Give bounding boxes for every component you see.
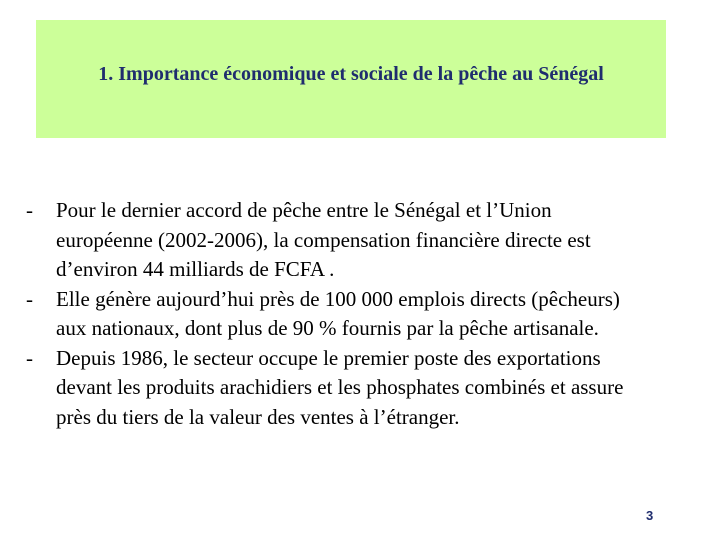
bullet-text [56, 196, 706, 285]
bullet-text [56, 344, 706, 433]
bullet-line: européenne (2002-2006), la compensation financière directe est [56, 227, 591, 252]
bullet-marker: - [26, 286, 33, 311]
bullet-marker: - [26, 345, 33, 370]
bullet-line: Pour le dernier accord de pêche entre le Sénégal et l’Union [56, 198, 552, 222]
bullet-line: Depuis 1986, le secteur occupe le premier poste des exportations [56, 345, 601, 370]
bullet-line: d’environ 44 milliards de FCFA . [56, 257, 335, 281]
bullet-item [26, 285, 706, 344]
bullet-item [26, 344, 706, 433]
bullet-text [56, 285, 706, 344]
bullet-marker: - [26, 198, 33, 222]
title-box [36, 20, 666, 138]
slide-title: 1. Importance économique et sociale de la pêche au Sénégal [98, 62, 604, 85]
bullet-item [26, 196, 706, 285]
bullet-list [26, 196, 706, 432]
bullet-line: devant les produits arachidiers et les phosphates combinés et assure [56, 375, 624, 399]
bullet-line: près du tiers de la valeur des ventes à l’étranger. [56, 404, 460, 429]
bullet-line: Elle génère aujourd’hui près de 100 000 emplois directs (pêcheurs) [56, 286, 620, 311]
bullet-line: aux nationaux, dont plus de 90 % fournis par la pêche artisanale. [56, 316, 599, 340]
page-number: 3 [646, 508, 654, 523]
